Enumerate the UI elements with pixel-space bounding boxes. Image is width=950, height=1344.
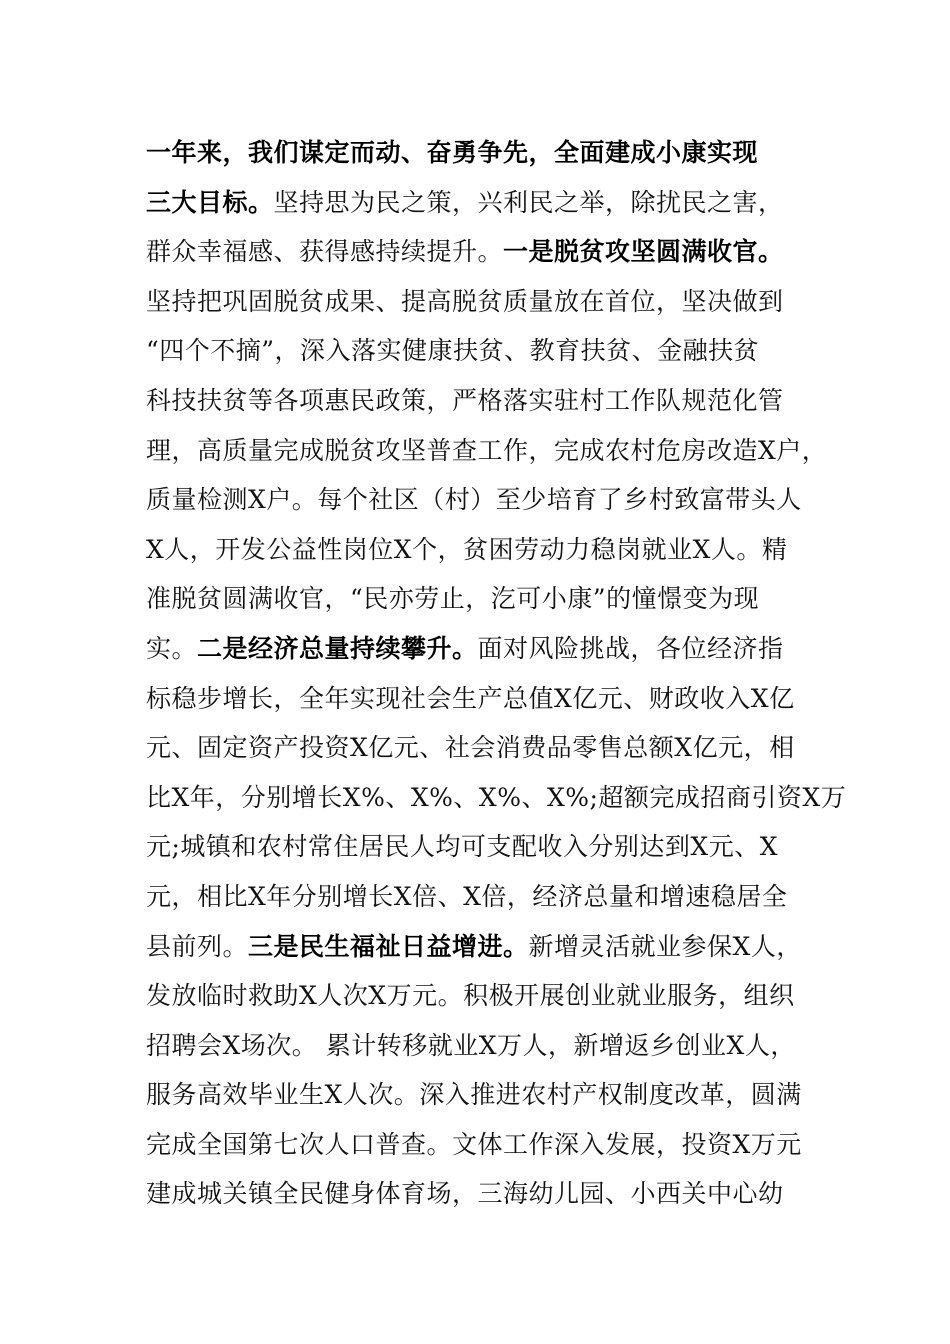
body-text: 准脱贫圆满收官，“民亦劳止，汔可小康”的憧憬变为现 — [146, 584, 760, 614]
text-line — [146, 624, 826, 674]
text-line — [146, 1120, 826, 1170]
text-line — [146, 475, 826, 525]
text-line — [146, 227, 826, 277]
text-line — [146, 872, 826, 922]
body-paragraph — [146, 128, 847, 1219]
text-line — [146, 426, 826, 476]
body-text: 招聘会X场次。 累计转移就业X万人，新增返乡创业X人， — [146, 1030, 796, 1060]
text-line — [146, 525, 826, 575]
bold-heading-text: 二是经济总量持续攀升。 — [197, 633, 478, 663]
body-text: X人，开发公益性岗位X个，贫困劳动力稳岗就业X人。精 — [146, 534, 788, 564]
body-text: “四个不摘”，深入落实健康扶贫、教育扶贫、金融扶贫 — [146, 336, 760, 366]
text-line — [146, 1070, 826, 1120]
text-line — [146, 376, 826, 426]
text-line — [146, 128, 826, 178]
text-line — [146, 1169, 826, 1219]
body-text: 元;城镇和农村常住居民人均可支配收入分别达到X元、X — [146, 832, 779, 862]
text-line — [146, 971, 826, 1021]
body-text: 元，相比X年分别增长X倍、X倍，经济总量和增速稳居全 — [146, 881, 788, 911]
body-text: 完成全国第七次人口普查。文体工作深入发展，投资X万元 — [146, 1129, 802, 1159]
body-text: 服务高效毕业生X人次。深入推进农村产权制度改革，圆满 — [146, 1080, 802, 1110]
bold-heading-text: 三大目标。 — [146, 187, 274, 217]
text-line — [146, 922, 826, 972]
body-text: 发放临时救助X人次X万元。积极开展创业就业服务，组织 — [146, 981, 795, 1011]
body-text: 标稳步增长，全年实现社会生产总值X亿元、财政收入X亿 — [146, 683, 795, 713]
bold-heading-text: 一年来，我们谋定而动、奋勇争先，全面建成小康实现 — [146, 138, 759, 167]
body-text: 元、固定资产投资X亿元、社会消费品零售总额X亿元，相 — [146, 733, 795, 763]
body-text: 实。 — [146, 633, 198, 663]
text-line — [146, 1021, 826, 1071]
body-text: 面对风险挑战，各位经济指 — [477, 633, 784, 663]
body-text: 群众幸福感、获得感持续提升。 — [146, 237, 504, 267]
text-line — [146, 574, 826, 624]
text-line — [146, 277, 826, 327]
body-text: 科技扶贫等各项惠民政策，严格落实驻村工作队规范化管 — [146, 385, 784, 415]
body-text: 质量检测X户。每个社区（村）至少培育了乡村致富带头人 — [146, 485, 802, 515]
text-line — [146, 674, 826, 724]
body-text: 建成城关镇全民健身体育场，三海幼儿园、小西关中心幼 — [146, 1179, 784, 1209]
bold-heading-text: 一是脱贫攻坚圆满收官。 — [503, 237, 784, 267]
text-line — [146, 326, 826, 376]
body-text: 坚持把巩固脱贫成果、提高脱贫质量放在首位，坚决做到 — [146, 286, 784, 316]
text-line — [146, 822, 826, 872]
text-line — [146, 178, 826, 228]
bold-heading-text: 三是民生福祉日益增进。 — [248, 931, 529, 961]
body-text: 比X年，分别增长X%、X%、X%、X%;超额完成招商引资X万 — [146, 782, 847, 812]
text-line — [146, 723, 826, 773]
body-text: 理，高质量完成脱贫攻坚普查工作，完成农村危房改造X户， — [146, 435, 828, 465]
body-text: 新增灵活就业参保X人， — [528, 931, 802, 961]
body-text: 坚持思为民之策，兴利民之举，除扰民之害， — [273, 187, 784, 217]
text-line — [146, 773, 847, 823]
body-text: 县前列。 — [146, 931, 249, 961]
